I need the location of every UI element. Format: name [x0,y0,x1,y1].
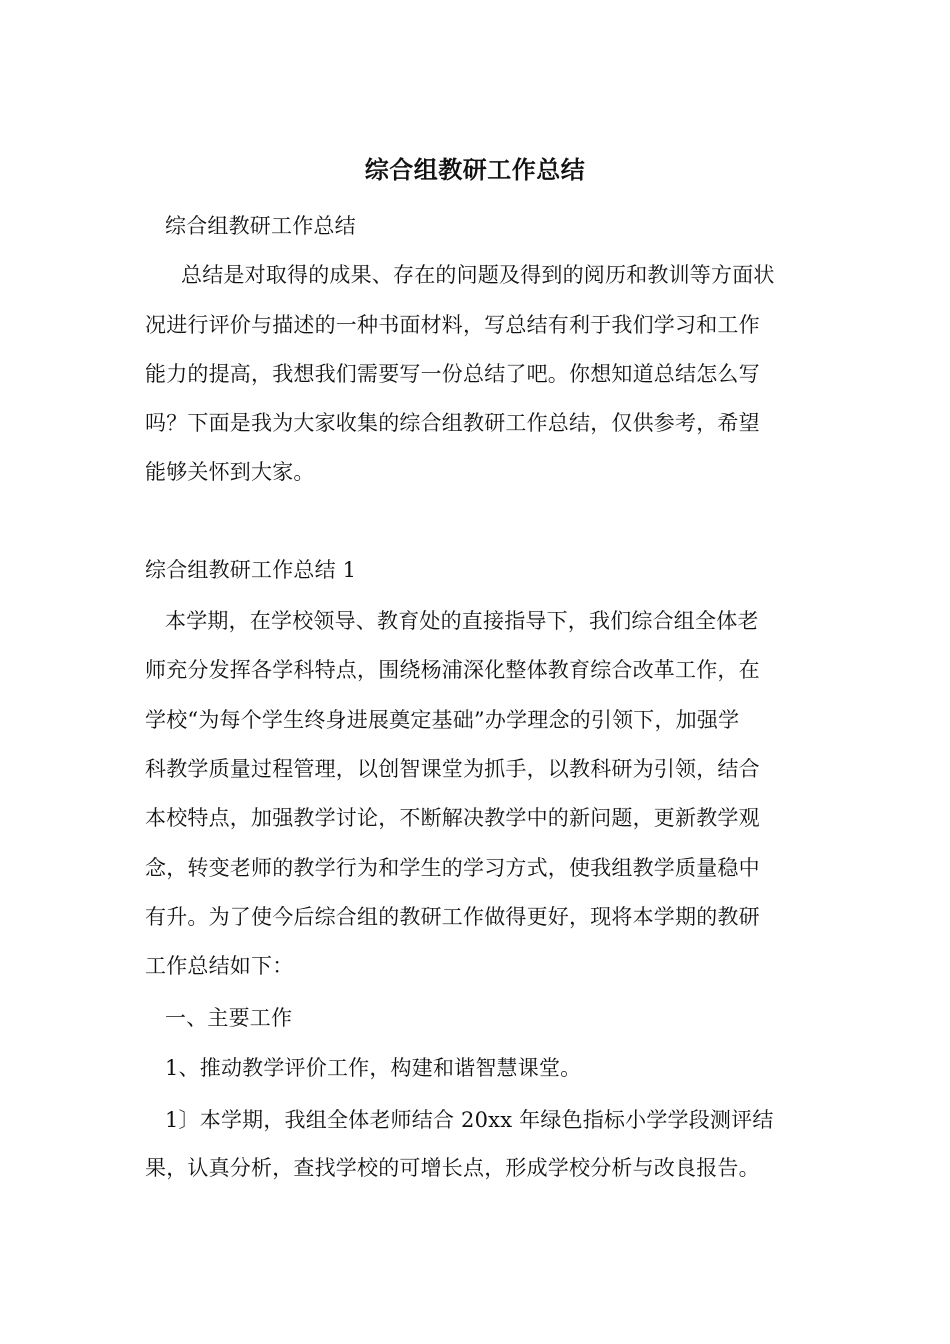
intro-line: 况进行评价与描述的一种书面材料，写总结有利于我们学习和工作 [145,313,760,337]
body-line: 本校特点，加强教学讨论，不断解决教学中的新问题，更新教学观 [145,806,760,830]
list-item-1-1-line: 1〕本学期，我组全体老师结合 20xx 年绿色指标小学学段测评结 [165,1108,774,1132]
body-line: 有升。为了使今后综合组的教研工作做得更好，现将本学期的教研 [145,905,760,929]
section-heading: 综合组教研工作总结 1 [145,558,357,582]
heading-main-work: 一、主要工作 [165,1006,293,1030]
list-item-1-1-line: 果，认真分析，查找学校的可增长点，形成学校分析与改良报告。 [145,1156,760,1180]
list-item-1: 1、推动教学评价工作，构建和谐智慧课堂。 [165,1056,582,1080]
intro-line: 能力的提高，我想我们需要写一份总结了吧。你想知道总结怎么写 [145,362,760,386]
body-line: 念，转变老师的教学行为和学生的学习方式，使我组教学质量稳中 [145,856,760,880]
intro-line: 能够关怀到大家。 [145,460,315,484]
intro-line: 总结是对取得的成果、存在的问题及得到的阅历和教训等方面状 [181,263,775,287]
body-line: 学校“为每个学生终身进展奠定基础”办学理念的引领下，加强学 [145,708,740,732]
body-line: 本学期，在学校领导、教育处的直接指导下，我们综合组全体老 [165,609,759,633]
body-line: 工作总结如下： [145,954,294,978]
document-title: 综合组教研工作总结 [364,156,586,184]
intro-line: 吗？下面是我为大家收集的综合组教研工作总结，仅供参考，希望 [145,411,760,435]
body-line: 师充分发挥各学科特点，围绕杨浦深化整体教育综合改革工作，在 [145,658,760,682]
body-line: 科教学质量过程管理，以创智课堂为抓手，以教科研为引领，结合 [145,757,760,781]
document-subtitle: 综合组教研工作总结 [165,214,356,238]
